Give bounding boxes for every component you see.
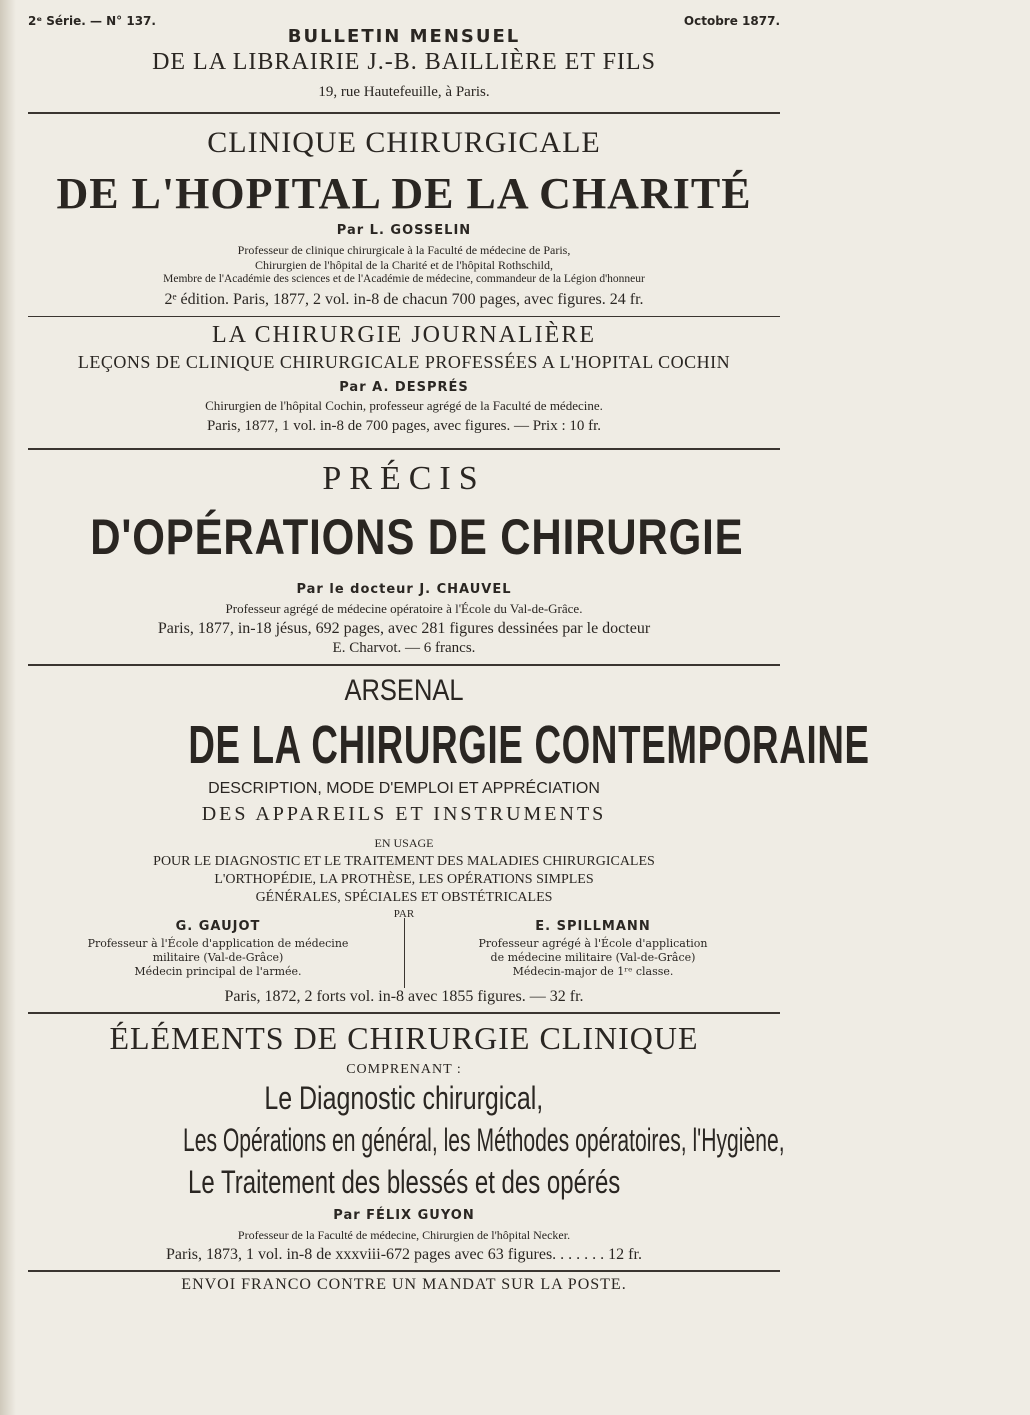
book3-title-line2: D'OPÉRATIONS DE CHIRURGIE	[90, 509, 744, 565]
book5-subtitle-4-wrap	[28, 1164, 780, 1201]
book5-title: ÉLÉMENTS DE CHIRURGIE CLINIQUE	[109, 1020, 699, 1056]
book3-credential: Professeur agrégé de médecine opératoire à l'École du Val-de-Grâce.	[225, 601, 583, 616]
book4-subtitle-5: L'ORTHOPÉDIE, LA PROTHÈSE, LES OPÉRATIONS SIMPLES	[214, 872, 594, 887]
book3-details-1: Paris, 1877, in-18 jésus, 692 pages, avec 281 figures dessinées par le docteur	[157, 620, 651, 637]
book3-details-2: E. Charvot. — 6 francs.	[332, 640, 476, 656]
book2-title-line2: LEÇONS DE CLINIQUE CHIRURGICALE PROFESSÉES A L'HOPITAL COCHIN	[77, 352, 731, 372]
book4-title-line1: ARSENAL	[344, 674, 464, 707]
book5-details: Paris, 1873, 1 vol. in-8 de xxxviii-672 pages avec 63 figures. . . . . . . 12 fr.	[166, 1246, 642, 1263]
book4-subtitle-6: GÉNÉRALES, SPÉCIALES ET OBSTÉTRICALES	[255, 890, 553, 905]
book4-author-left-line1: Professeur à l'École d'application de médecine	[87, 937, 349, 950]
header-rule	[28, 112, 780, 114]
book3-rule	[28, 664, 780, 666]
book4-par: PAR	[393, 908, 415, 920]
book4-title-line2-wrap	[28, 714, 870, 776]
book4-subtitle-4: POUR LE DIAGNOSTIC ET LE TRAITEMENT DES MALADIES CHIRURGICALES	[153, 854, 655, 869]
book4-title-line1-wrap	[28, 674, 780, 708]
book5-credential: Professeur de la Faculté de médecine, Chirurgien de l'hôpital Necker.	[237, 1228, 571, 1242]
book5-subtitle-2-wrap	[28, 1080, 780, 1117]
book3-title-line2-wrap	[28, 508, 780, 566]
book5-subtitle-2: Le Diagnostic chirurgical,	[264, 1080, 544, 1116]
book5-subtitle-4: Le Traitement des blessés et des opérés	[187, 1164, 621, 1200]
book1-title-line2: DE L'HOPITAL DE LA CHARITÉ	[56, 169, 752, 218]
book4-author-left-line3: Médecin principal de l'armée.	[134, 965, 302, 978]
publisher-address: 19, rue Hautefeuille, à Paris.	[318, 84, 490, 100]
bulletin-page	[28, 8, 870, 1408]
book4-rule	[28, 1012, 780, 1014]
book4-author-left-line2: militaire (Val-de-Grâce)	[152, 951, 284, 964]
book2-author: Par A. DESPRÉS	[339, 380, 469, 395]
book1-credential-1: Professeur de clinique chirurgicale à la Faculté de médecine de Paris,	[237, 243, 571, 257]
book5-subtitle-3: Les Opérations en général, les Méthodes opératoires, l'Hygiène,	[182, 1122, 785, 1158]
book1-credential-2: Chirurgien de l'hôpital de la Charité et de l'hôpital Rothschild,	[254, 258, 554, 272]
book4-details: Paris, 1872, 2 forts vol. in-8 avec 1855 figures. — 32 fr.	[224, 988, 584, 1005]
book5-subtitle-1: COMPRENANT :	[346, 1062, 462, 1077]
book4-subtitle-2: DES APPAREILS ET INSTRUMENTS	[201, 803, 607, 825]
book4-author-right-line2: de médecine militaire (Val-de-Grâce)	[490, 951, 696, 964]
book4-author-left-name: G. GAUJOT	[175, 919, 261, 934]
bulletin-title: BULLETIN MENSUEL	[287, 26, 521, 47]
book2-rule	[28, 448, 780, 450]
book4-subtitle-1: DESCRIPTION, MODE D'EMPLOI ET APPRÉCIATION	[208, 780, 600, 797]
book4-title-line2: DE LA CHIRURGIE CONTEMPORAINE	[188, 715, 870, 775]
page-edge-shadow	[0, 0, 16, 1415]
book3-title-line1: PRÉCIS	[322, 460, 486, 497]
book4-author-divider	[404, 918, 405, 988]
book3-author: Par le docteur J. CHAUVEL	[296, 582, 512, 597]
book4-author-left	[68, 920, 368, 979]
book5-author: Par FÉLIX GUYON	[333, 1208, 475, 1223]
book1-details: 2ᵉ édition. Paris, 1877, 2 vol. in-8 de chacun 700 pages, avec figures. 24 fr.	[164, 291, 644, 308]
book4-subtitle-3: EN USAGE	[374, 836, 434, 850]
book2-details: Paris, 1877, 1 vol. in-8 de 700 pages, avec figures. — Prix : 10 fr.	[206, 418, 602, 434]
book4-author-right	[438, 920, 748, 979]
book2-credential: Chirurgien de l'hôpital Cochin, professeur agrégé de la Faculté de médecine.	[205, 398, 603, 413]
issue-date: Octobre 1877.	[683, 14, 780, 28]
book1-author: Par L. GOSSELIN	[336, 223, 472, 238]
book1-rule	[28, 316, 780, 317]
book4-author-right-line3: Médecin-major de 1ʳᵉ classe.	[512, 965, 674, 978]
publisher-name: DE LA LIBRAIRIE J.-B. BAILLIÈRE ET FILS	[152, 49, 656, 75]
book2-title-line1: LA CHIRURGIE JOURNALIÈRE	[212, 322, 596, 348]
book5-subtitle-3-wrap	[28, 1122, 785, 1159]
book1-credential-3: Membre de l'Académie des sciences et de l'Académie de médecine, commandeur de la Légion d'honneur	[163, 273, 645, 285]
series-number: 2ᵉ Série. — N° 137.	[28, 14, 156, 28]
book4-author-right-name: E. SPILLMANN	[535, 919, 651, 934]
footer-shipping: ENVOI FRANCO CONTRE UN MANDAT SUR LA POSTE.	[181, 1276, 627, 1293]
book1-title-line1: CLINIQUE CHIRURGICALE	[207, 126, 601, 159]
book4-author-right-line1: Professeur agrégé à l'École d'application	[478, 937, 708, 950]
book5-rule	[28, 1270, 780, 1272]
